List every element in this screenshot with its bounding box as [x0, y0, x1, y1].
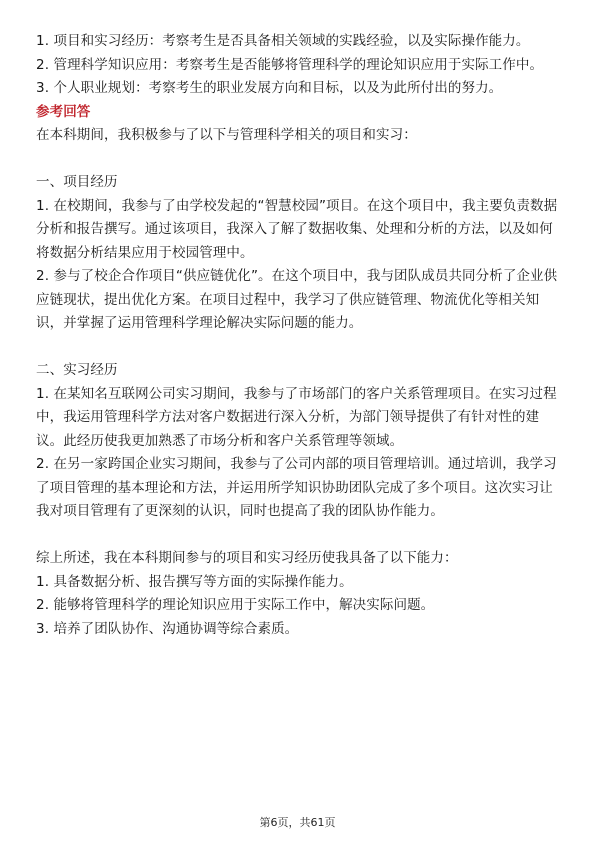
- criterion-item: 2. 管理科学知识应用：考察考生是否能够将管理科学的理论知识应用于实际工作中。: [36, 56, 544, 73]
- section-title: 一、项目经历: [36, 174, 118, 190]
- spacer: [36, 148, 561, 172]
- summary-intro: 综上所述，我在本科期间参与的项目和实习经历使我具备了以下能力：: [36, 550, 458, 566]
- spacer: [36, 336, 561, 360]
- summary-item: 3. 培养了团队协作、沟通协调等综合素质。: [36, 620, 299, 637]
- page-content: [36, 30, 561, 641]
- internship-item: 2. 在另一家跨国企业实习期间，我参与了公司内部的项目管理培训。通过培训，我学习了项目管理的基本理论和方法，并运用所学知识协助团队完成了多个项目。这次实习让我对项目管理有了更深刻的认识，同时也提高了我的团队协作能力。: [36, 456, 557, 519]
- answer-intro: 在本科期间，我积极参与了以下与管理科学相关的项目和实习：: [36, 127, 417, 143]
- answer-heading: 参考回答: [36, 103, 91, 120]
- summary-item: 2. 能够将管理科学的理论知识应用于实际工作中，解决实际问题。: [36, 597, 435, 613]
- page-number: 第6页，共61页: [259, 816, 336, 829]
- summary-item: 1. 具备数据分析、报告撰写等方面的实际操作能力。: [36, 573, 353, 590]
- internship-item: 1. 在某知名互联网公司实习期间，我参与了市场部门的客户关系管理项目。在实习过程中，我运用管理科学方法对客户数据进行深入分析，为部门领导提供了有针对性的建议。此经历使我更加熟悉了市场分析和客户关系管理等领域。: [36, 385, 557, 449]
- criterion-item: 1. 项目和实习经历：考察考生是否具备相关领域的实践经验，以及实际操作能力。: [36, 33, 530, 49]
- criterion-item: 3. 个人职业规划：考察考生的职业发展方向和目标，以及为此所付出的努力。: [36, 80, 503, 96]
- project-item: 1. 在校期间，我参与了由学校发起的“智慧校园”项目。在这个项目中，我主要负责数据分析和报告撰写。通过该项目，我深入了解了数据收集、处理和分析的方法，以及如何将数据分析结果应用于校园管理中。: [36, 197, 558, 261]
- spacer: [36, 524, 561, 548]
- project-item: 2. 参与了校企合作项目“供应链优化”。在这个项目中，我与团队成员共同分析了企业供应链现状，提出优化方案。在项目过程中，我学习了供应链管理、物流优化等相关知识，并掌握了运用管理科学理论解决实际问题的能力。: [36, 268, 558, 331]
- section-title: 二、实习经历: [36, 362, 118, 378]
